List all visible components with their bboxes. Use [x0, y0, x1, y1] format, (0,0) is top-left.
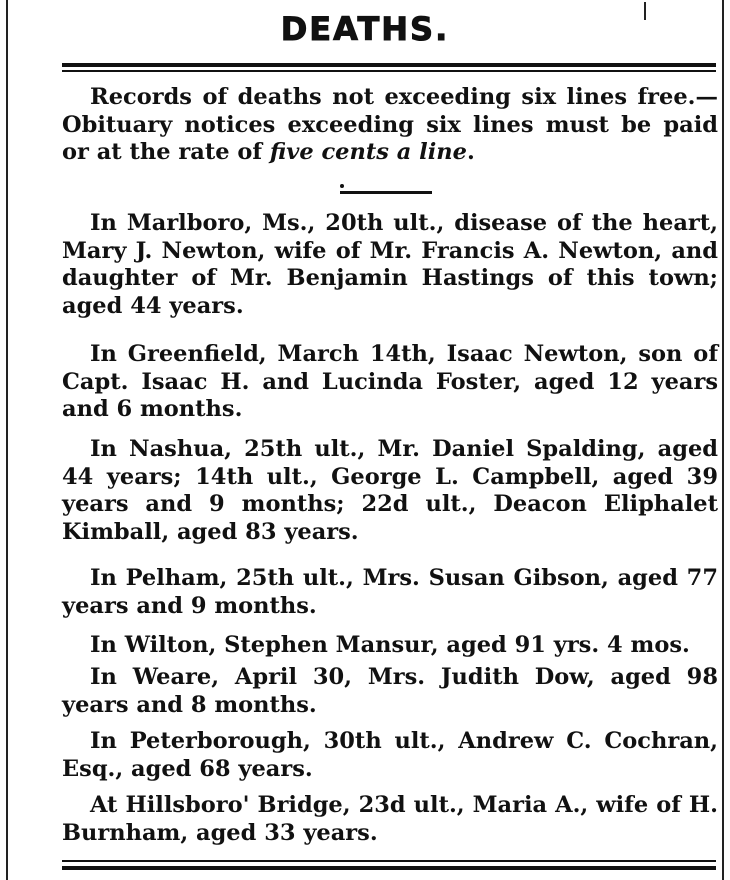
heading-rule-thick	[62, 63, 716, 67]
entry-text: In Marlboro, Ms., 20th ult., disease of the heart, Mary J. Newton, wife of Mr. Francis A. Newton, and daughter of Mr. Benjamin Hastings of this town; aged 44 years.	[62, 210, 718, 319]
notice-end: .	[466, 139, 475, 165]
section-heading: DEATHS.	[280, 10, 450, 48]
column-border-left	[6, 0, 8, 880]
separator-dot	[340, 184, 344, 188]
column-border-right	[722, 0, 724, 880]
death-entry	[62, 632, 718, 660]
death-entry	[62, 210, 718, 320]
notice-text: Records of deaths not exceeding six lines free.—Obituary notices exceeding six lines must be paid or at the rate of	[62, 84, 718, 165]
death-entry	[62, 341, 718, 424]
death-entry	[62, 664, 718, 719]
notice-rate: five cents a line	[269, 139, 467, 165]
entry-text: In Weare, April 30, Mrs. Judith Dow, aged 98 years and 8 months.	[62, 664, 718, 718]
entry-text: In Nashua, 25th ult., Mr. Daniel Spalding, aged 44 years; 14th ult., George L. Campbell, aged 39 years and 9 months; 22d ult., Deacon Eliphalet Kimball, aged 83 years.	[62, 436, 718, 545]
entry-text: At Hillsboro' Bridge, 23d ult., Maria A., wife of H. Burnham, aged 33 years.	[62, 792, 718, 846]
heading-rule-thin	[62, 70, 716, 72]
footer-rule-thin	[62, 860, 716, 862]
entry-text: In Pelham, 25th ult., Mrs. Susan Gibson, aged 77 years and 9 months.	[62, 565, 718, 619]
entry-text: In Wilton, Stephen Mansur, aged 91 yrs. 4 mos.	[90, 632, 690, 658]
footer-rule-thick	[62, 866, 716, 870]
entry-text: In Greenfield, March 14th, Isaac Newton, son of Capt. Isaac H. and Lucinda Foster, aged 12 years and 6 months.	[62, 341, 718, 422]
death-entry	[62, 436, 718, 546]
death-entry	[62, 728, 718, 783]
separator-rule	[340, 191, 432, 194]
death-entry	[62, 792, 718, 847]
death-entry	[62, 565, 718, 620]
entry-text: In Peterborough, 30th ult., Andrew C. Cochran, Esq., aged 68 years.	[62, 728, 718, 782]
notice-paragraph	[62, 84, 718, 167]
